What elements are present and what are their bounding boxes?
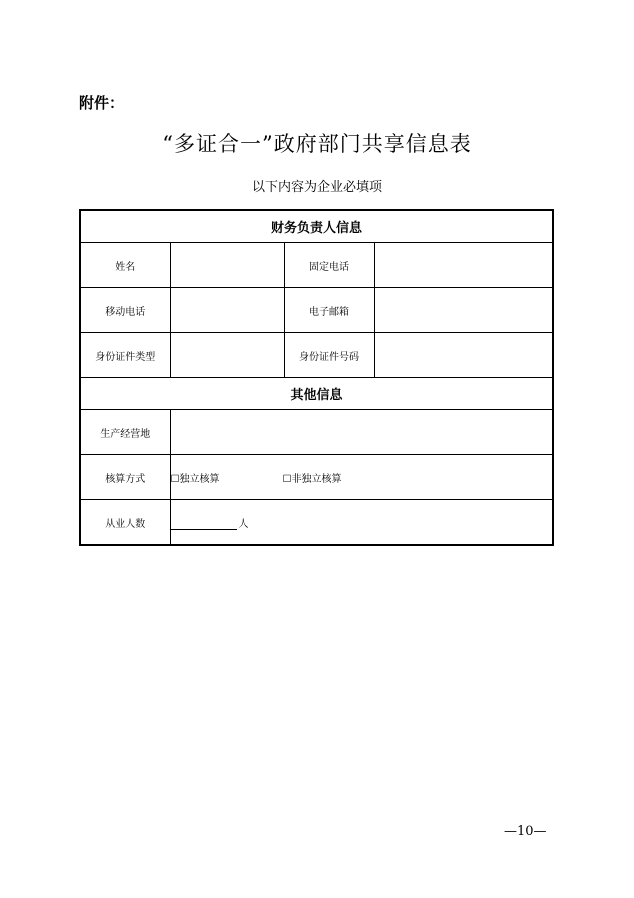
id-type-label: 身份证件类型 bbox=[80, 333, 170, 378]
name-label: 姓名 bbox=[80, 243, 170, 288]
finance-section-title: 财务负责人信息 bbox=[80, 210, 553, 243]
address-label: 生产经营地 bbox=[80, 410, 170, 455]
employees-label: 从业人数 bbox=[80, 500, 170, 546]
non-independent-accounting-option[interactable] bbox=[283, 474, 342, 485]
name-field[interactable] bbox=[170, 243, 284, 288]
address-field[interactable] bbox=[170, 410, 553, 455]
employees-unit: 人 bbox=[238, 518, 249, 530]
shared-info-form bbox=[79, 209, 554, 546]
independent-accounting-text: 独立核算 bbox=[179, 473, 220, 485]
page-title: “多证合一”政府部门共享信息表 bbox=[162, 132, 472, 156]
accounting-options bbox=[170, 455, 553, 500]
accounting-label: 核算方式 bbox=[80, 455, 170, 500]
other-section-title: 其他信息 bbox=[80, 378, 553, 410]
mobile-label: 移动电话 bbox=[80, 288, 170, 333]
checkbox-icon[interactable]: ☐ bbox=[282, 473, 292, 485]
landline-field[interactable] bbox=[374, 243, 553, 288]
attachment-label: 附件： bbox=[79, 94, 125, 112]
non-independent-accounting-text: 非独立核算 bbox=[291, 473, 342, 485]
page-number: —10— bbox=[504, 824, 547, 839]
page-subtitle: 以下内容为企业必填项 bbox=[251, 180, 382, 195]
id-type-field[interactable] bbox=[170, 333, 284, 378]
mobile-field[interactable] bbox=[170, 288, 284, 333]
checkbox-icon[interactable]: ☐ bbox=[170, 473, 180, 485]
email-field[interactable] bbox=[374, 288, 553, 333]
employees-count-field[interactable] bbox=[171, 518, 237, 530]
id-number-field[interactable] bbox=[374, 333, 553, 378]
landline-label: 固定电话 bbox=[284, 243, 374, 288]
employees-cell bbox=[170, 500, 553, 546]
independent-accounting-option[interactable] bbox=[171, 470, 283, 485]
email-label: 电子邮箱 bbox=[284, 288, 374, 333]
id-number-label: 身份证件号码 bbox=[284, 333, 374, 378]
